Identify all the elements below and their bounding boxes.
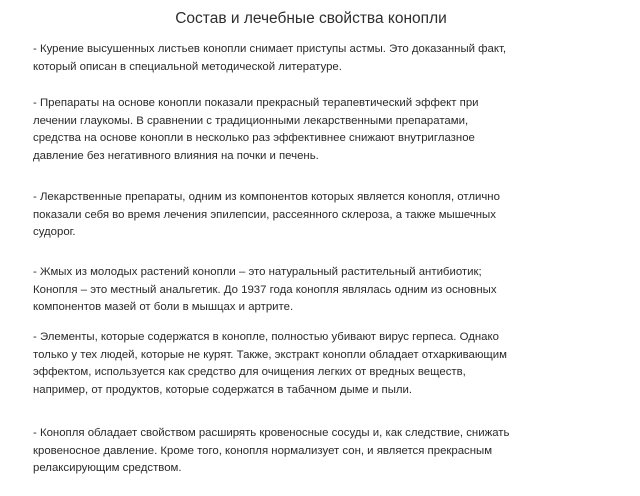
paragraph-line: кровеносное давление. Кроме того, конопля нормализует сон, и является прекрасным	[33, 444, 493, 457]
paragraph-line: только у тех людей, которые не курят. Также, экстракт конопли обладает отхаркивающим	[33, 348, 507, 361]
paragraph-asthma	[33, 41, 623, 76]
paragraph-line: - Элементы, которые содержатся в конопле, полностью убивают вирус герпеса. Однако	[33, 331, 499, 343]
paragraph-line: средства на основе конопли в несколько раз эффективнее снижают внутриглазное	[33, 132, 475, 145]
paragraph-antibiotic	[33, 264, 623, 317]
paragraph-blood-vessels	[33, 425, 623, 478]
paragraph-line: давление без негативного влияния на почки и печень.	[33, 149, 319, 162]
paragraph-glaucoma	[33, 95, 623, 165]
paragraph-line: Конопля – это местный анальгетик. До 1937 года конопля являлась одним из основных	[33, 283, 497, 296]
paragraph-line: - Препараты на основе конопли показали прекрасный терапевтический эффект при	[33, 97, 479, 109]
paragraph-line: - Жмых из молодых растений конопли – это натуральный растительный антибиотик;	[33, 266, 482, 278]
paragraph-line: лечении глаукомы. В сравнении с традиционными лекарственными препаратами,	[33, 114, 469, 127]
paragraph-line: эффектом, используется как средство для очищения легких от вредных веществ,	[33, 366, 466, 379]
paragraph-line: показали себя во время лечения эпилепсии, рассеянного склероза, а также мышечных	[33, 208, 496, 221]
paragraph-line: например, от продуктов, которые содержатся в табачном дыме и пыли.	[33, 383, 413, 396]
paragraph-line: судорог.	[33, 226, 76, 239]
paragraph-herpes	[33, 329, 623, 399]
paragraph-line: компонентов мазей от боли в мышцах и артрите.	[33, 301, 294, 314]
paragraph-epilepsy	[33, 189, 623, 242]
paragraph-line: релаксирующим средством.	[33, 462, 182, 475]
paragraph-line: - Лекарственные препараты, одним из компонентов которых является конопля, отлично	[33, 191, 500, 203]
page-title: Состав и лечебные свойства конопли	[175, 10, 447, 27]
paragraph-line: - Курение высушенных листьев конопли снимает приступы астмы. Это доказанный факт,	[33, 43, 507, 55]
paragraph-line: который описан в специальной методической литературе.	[33, 60, 342, 73]
paragraph-line: - Конопля обладает свойством расширять кровеносные сосуды и, как следствие, снижать	[33, 427, 510, 439]
